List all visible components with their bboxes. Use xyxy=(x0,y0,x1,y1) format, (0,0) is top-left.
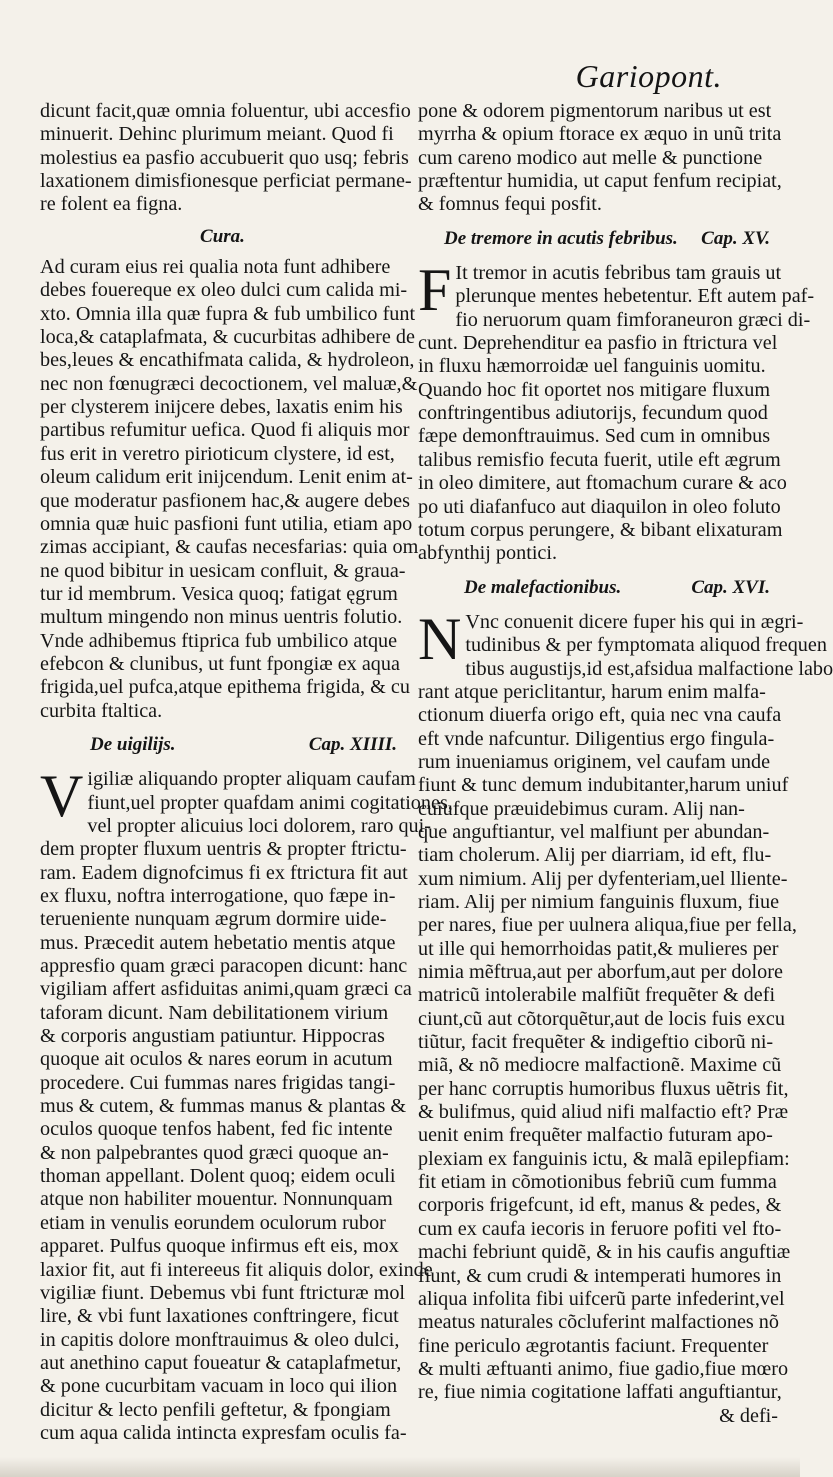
text-line: eft vnde nafcuntur. Diligentius ergo fingula- xyxy=(418,727,775,750)
text-line: tiam cholerum. Alij per diarriam, id eft, flu- xyxy=(418,844,772,867)
text-line: omnia quæ huic pasfioni funt utilia, etiam apo xyxy=(40,512,413,535)
text-line: fiunt,uel propter quafdam animi cogitationes, xyxy=(87,791,453,814)
text-line: cum careno modico aut melle & punctione xyxy=(418,146,763,169)
text-line: oculos quoque tenfos habent, fed fic intente xyxy=(40,1118,393,1141)
text-line: ne quod bibitur in uesicam confluit, & graua- xyxy=(40,559,406,582)
cura-heading xyxy=(40,225,405,248)
text-line: per clysterem inijcere debes, laxatis enim his xyxy=(40,396,403,419)
chapter-heading-xvi xyxy=(464,576,770,599)
text-line: dicunt facit,quæ omnia foluentur, ubi accesfio xyxy=(40,100,411,122)
chapter-number: Cap. XVI. xyxy=(691,576,770,598)
text-line: & multi æftuanti animo, fiue gadio,fiue mœro xyxy=(418,1357,789,1380)
text-line: molestius ea pasfio accubuerit quo usq; febris xyxy=(40,146,409,169)
text-line: frigida,uel pufca,atque epithema frigida, & cu xyxy=(40,676,410,699)
text-line: aut anethino caput foueatur & cataplafmetur, xyxy=(40,1351,402,1374)
text-line: tiũtur, facit frequẽter & indigeftio ciborũ ni- xyxy=(418,1031,774,1054)
text-line: per hanc corruptis humoribus fluxus uẽtris fit, xyxy=(418,1077,789,1100)
text-line: dicitur & lecto penfili geftetur, & fpongiam xyxy=(40,1398,391,1421)
text-line: fine periculo ægrotantis faciunt. Frequenter xyxy=(418,1334,769,1357)
running-head: Gariopont. xyxy=(575,58,722,94)
text-line: ciunt,cũ aut cõtorquẽtur,aut de locis fuis excu xyxy=(418,1007,785,1030)
chapter-title: De malefactionibus. xyxy=(464,576,622,598)
text-line: efebcon & clunibus, ut funt fpongiæ ex aqua xyxy=(40,652,400,675)
text-line: rum inueniamus originem, vel caufam unde xyxy=(418,750,771,773)
text-line: bes,leues & encathifmata calida, & hydroleon, xyxy=(40,349,415,372)
text-line: fus erit in veretro pirioticum clystere, id est, xyxy=(40,442,395,465)
text-line: cuiufque præuidebimus curam. Alij nan- xyxy=(418,797,745,820)
chapter-number: Cap. XV. xyxy=(701,227,770,249)
text-line: fiunt, & cum crudi & intemperati humores in xyxy=(418,1264,782,1287)
text-line: It tremor in acutis febribus tam grauis ut xyxy=(455,262,782,285)
text-line: dem propter fluxum uentris & propter ftrictu- xyxy=(40,838,407,861)
text-line: plerunque mentes hebetentur. Eft autem paf- xyxy=(455,285,815,308)
text-line: taforam dicunt. Nam debilitationem virium xyxy=(40,1001,389,1024)
text-line: atque non habiliter mouentur. Nonnunquam xyxy=(40,1188,393,1211)
text-line: in capitis dolore monftrauimus & oleo dulci, xyxy=(40,1328,400,1351)
text-line: lire, & vbi funt laxationes conftringere, ficut xyxy=(40,1305,399,1328)
right-column xyxy=(418,100,833,1428)
text-line: vel propter alicuius loci dolorem, raro qui- xyxy=(87,814,431,837)
text-line: que moderatur pasfionem hac,& augere debes xyxy=(40,489,410,512)
left-paragraph-1 xyxy=(40,100,412,217)
text-line: tibus augustijs,id est,afsidua malfactione labo xyxy=(465,657,833,680)
text-line: multum mingendo non minus uentris folutio. xyxy=(40,606,403,629)
left-paragraph-2 xyxy=(40,256,419,723)
text-line: riam. Alij per nimium fanguinis fluxum, fiue xyxy=(418,891,780,913)
text-line: tudinibus & per fymptomata aliquod frequen xyxy=(465,634,827,657)
chapter-title: De tremore in acutis febribus. xyxy=(444,227,678,249)
text-line: aliqua infolita fibi uifcerũ parte infederint,vel xyxy=(418,1287,785,1310)
text-line: nimia mẽftrua,aut per aborfum,aut per dolore xyxy=(418,961,783,984)
text-line: plexiam ex fanguinis ictu, & malã epilepfiam: xyxy=(418,1147,790,1170)
text-line: machi febriunt quidẽ, & in his caufis anguftiæ xyxy=(418,1241,791,1264)
text-line: que anguftiantur, vel malfiunt per abundan- xyxy=(418,820,770,843)
drop-cap: N xyxy=(418,605,462,672)
text-line: laxationem dimisfionesque perficiat permane- xyxy=(40,170,412,193)
text-line: myrrha & opium ftorace ex æquo in unũ trita xyxy=(418,123,782,146)
text-line: terueniente nunquam ægrum dormire uide- xyxy=(40,908,387,931)
text-line: oleum calidum erit inijcendum. Lenit enim at- xyxy=(40,466,413,489)
left-column xyxy=(40,100,453,1445)
text-line: totum corpus perungere, & bibant elixaturam xyxy=(418,518,783,541)
text-line: pone & odorem pigmentorum naribus ut est xyxy=(418,100,772,122)
text-line: re folent ea figna. xyxy=(40,193,183,216)
text-line: corporis frigefcunt, id eft, manus & pedes, & xyxy=(418,1194,782,1217)
catchword: & defi- xyxy=(719,1404,778,1427)
text-line: & pone cucurbitam vacuam in loco qui ilion xyxy=(40,1375,398,1398)
text-line: talibus remisfio fecuta fuerit, utile eft ægrum xyxy=(418,448,781,471)
text-line: in fluxu hæmorroidæ uel fanguinis uomitu. xyxy=(418,355,766,378)
left-paragraph-3 xyxy=(40,763,453,1445)
text-line: appresfio quam græci paracopen dicunt: hanc xyxy=(40,955,408,978)
text-line: mus & cutem, & fummas manus & plantas & xyxy=(40,1095,407,1118)
text-line: & bulifmus, quid aliud nifi malfactio eft? Præ xyxy=(418,1101,789,1124)
text-line: partibus refumitur uefica. Quod fi aliquis mor xyxy=(40,419,410,442)
text-line: & fomnus fequi posfit. xyxy=(418,193,602,216)
text-line: abfynthij pontici. xyxy=(418,542,558,565)
text-line: procedere. Cui fummas nares frigidas tangi- xyxy=(40,1071,396,1094)
text-line: cum aqua calida intincta expresfam oculis fa- xyxy=(40,1421,407,1444)
text-line: zimas accipiant, & caufas necesfarias: quia om xyxy=(40,536,419,559)
text-line: minuerit. Dehinc plurimum meiant. Quod fi xyxy=(40,123,394,146)
right-paragraph-1 xyxy=(418,100,782,217)
drop-cap: F xyxy=(418,257,452,324)
text-line: Ad curam eius rei qualia nota funt adhibere xyxy=(40,256,391,279)
text-line: re, fiue nimia cogitatione laffati anguftiantur, xyxy=(418,1381,782,1404)
text-line: Vnc conuenit dicere fuper his qui in ægri- xyxy=(465,610,804,633)
text-line: Vnde adhibemus ftiprica fub umbilico atque xyxy=(40,629,398,652)
text-line: debes fouereque ex oleo dulci cum calida mi- xyxy=(40,279,408,302)
text-line: ram. Eadem dignofcimus fi ex ftrictura fit aut xyxy=(40,861,408,884)
text-line: & non palpebrantes quod græci quoque an- xyxy=(40,1141,389,1164)
text-line: ctionum diuerfa origo eft, quia nec vna caufa xyxy=(418,704,782,727)
text-line: thoman appellant. Dolent quoq; eidem oculi xyxy=(40,1165,396,1188)
chapter-title: De uigilijs. xyxy=(90,733,176,755)
text-line: & corporis angustiam patiuntur. Hippocras xyxy=(40,1025,385,1048)
text-line: xum nimium. Alij per dyfenteriam,uel lliente- xyxy=(418,867,788,890)
text-line: cum ex caufa iecoris in feruore pofiti vel fto- xyxy=(418,1217,782,1240)
text-line: tur id membrum. Vesica quoq; fatigat ęgrum xyxy=(40,582,398,605)
text-line: uenit enim frequẽter malfactio futuram apo- xyxy=(418,1124,773,1147)
text-line: nec non fœnugræci decoctionem, vel maluæ,& xyxy=(40,372,418,395)
text-line: apparet. Pulfus quoque infirmus eft eis, mox xyxy=(40,1235,399,1258)
text-line: etiam in venulis eorundem oculorum rubor xyxy=(40,1211,386,1234)
text-line: ex fluxu, noftra interrogatione, quo fæpe in- xyxy=(40,885,396,907)
text-line: vigiliam affert asfiduitas animi,quam græci ca xyxy=(40,978,412,1001)
right-paragraph-3 xyxy=(418,605,833,1428)
text-line: loca,& cataplafmata, & cucurbitas adhibere de xyxy=(40,326,415,349)
text-line: rant atque periclitantur, harum enim malfa- xyxy=(418,680,766,703)
text-line: conftringentibus adiutorijs, fecundum quod xyxy=(418,402,768,425)
text-line: cunt. Deprehenditur ea pasfio in ftrictura vel xyxy=(418,332,778,355)
text-line: mus. Præcedit autem hebetatio mentis atque xyxy=(40,931,396,954)
text-line: meatus naturales cõcluferint malfactiones nõ xyxy=(418,1311,779,1334)
drop-cap: V xyxy=(40,763,84,830)
text-line: fiunt & tunc demum indubitanter,harum uniuf xyxy=(418,774,789,797)
right-paragraph-2 xyxy=(418,257,815,565)
text-line: xto. Omnia illa quæ fupra & fub umbilico funt xyxy=(40,302,416,325)
text-line: fio neruorum quam fimforaneuron græci di- xyxy=(455,308,811,331)
text-line: curbita ftaltica. xyxy=(40,699,163,722)
text-line: per nares, fiue per uulnera aliqua,fiue per fella, xyxy=(418,914,797,937)
text-line: ut ille qui hemorrhoidas patit,& mulieres per xyxy=(418,937,779,960)
text-line: quoque ait oculos & nares eorum in acutum xyxy=(40,1048,393,1071)
text-line: laxior fit, aut fi intereeus fit aliquis dolor, exinde xyxy=(40,1258,433,1281)
chapter-heading-xiiii xyxy=(90,733,397,756)
text-line: in oleo dimitere, aut ftomachum curare & aco xyxy=(418,472,787,495)
text-line: po uti diafanfuco aut diaquilon in oleo foluto xyxy=(418,495,781,518)
text-line: fit etiam in cõmotionibus febriũ cum fumma xyxy=(418,1171,777,1194)
text-line: igiliæ aliquando propter aliquam caufam xyxy=(87,768,416,791)
cura-label: Cura. xyxy=(200,225,245,247)
chapter-number: Cap. XIIII. xyxy=(308,733,397,755)
text-line: Quando hoc fit oportet nos mitigare fluxum xyxy=(418,378,771,401)
page-bottom-edge xyxy=(0,1457,800,1477)
text-line: matricũ intolerabile malfiũt frequẽter & defi xyxy=(418,984,776,1007)
text-line: vigiliæ fiunt. Debemus vbi funt ftricturæ mol xyxy=(40,1281,406,1304)
text-line: fæpe demonftrauimus. Sed cum in omnibus xyxy=(418,425,771,448)
text-line: miã, & nõ mediocre malfactionẽ. Maxime cũ xyxy=(418,1054,782,1077)
chapter-heading-xv xyxy=(444,227,770,250)
text-line: præftentur humidia, ut caput fenfum recipiat, xyxy=(418,170,782,193)
